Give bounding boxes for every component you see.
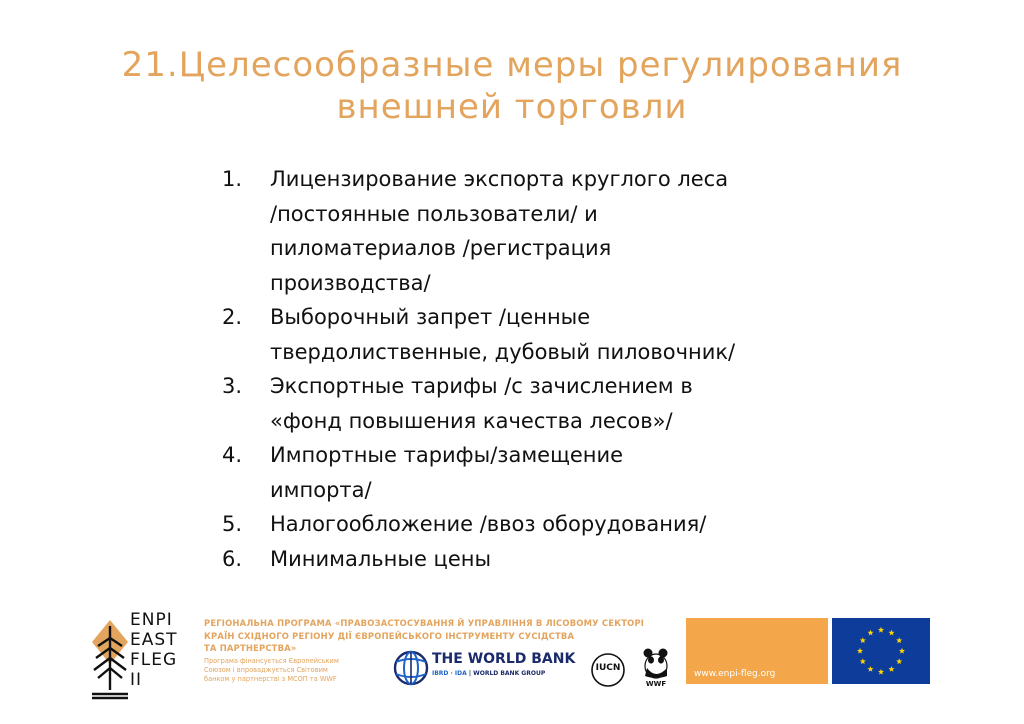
program-title [204, 617, 684, 655]
website-url: www.enpi-fleg.org [694, 669, 776, 679]
item-text-line: твердолиственные, дубовый пиловочник/ [270, 339, 736, 364]
program-title-line: ТА ПАРТНЕРСТВА» [204, 643, 297, 653]
program-title-line: РЕГІОНАЛЬНА ПРОГРАМА «ПРАВОЗАСТОСУВАННЯ Й УПРАВЛІННЯ В ЛІСОВОМУ СЕКТОРІ [204, 618, 645, 628]
enpi-line: II [130, 670, 143, 690]
title-line-2: внешней торговли [336, 87, 688, 127]
item-number: 2. [222, 305, 243, 329]
item-text-line: «фонд повышения качества лесов»/ [270, 408, 673, 433]
wb-group: | WORLD BANK GROUP [466, 670, 546, 677]
item-text-line: производства/ [270, 270, 431, 295]
list-item [222, 300, 862, 369]
item-text-line: пиломатериалов /регистрация [270, 236, 612, 260]
program-sub-line: банком у партнерстві з МСОП та WWF [204, 675, 337, 683]
world-bank-globe-icon [393, 650, 429, 686]
list-item [222, 438, 862, 507]
program-title-line: КРАЇН СХІДНОГО РЕГІОНУ ДІЇ ЄВРОПЕЙСЬКОГО ІНСТРУМЕНТУ СУСІДСТВА [204, 630, 575, 641]
eu-flag-icon [832, 618, 930, 684]
item-number: 3. [222, 374, 243, 398]
wb-ibrd-ida: IBRD · IDA [432, 670, 467, 677]
program-sub-line: Програма фінансується Європейським [204, 657, 339, 665]
item-number: 4. [222, 443, 243, 467]
iucn-label: IUCN [595, 663, 621, 673]
enpi-line: EAST [130, 630, 178, 650]
item-text-line: импорта/ [270, 477, 372, 502]
slide-title [60, 44, 964, 128]
item-text-line: Минимальные цены [270, 546, 492, 571]
enpi-logo-text [130, 610, 210, 690]
program-sub-line: Союзом і впроваджується Світовим [204, 666, 328, 674]
program-subtitle [204, 657, 389, 684]
item-number: 5. [222, 512, 243, 536]
item-number: 1. [222, 167, 243, 191]
item-text-line: Импортные тарифы/замещение [270, 443, 624, 467]
list-item [222, 542, 862, 577]
list-item [222, 369, 862, 438]
enpi-line: ENPI [130, 610, 173, 630]
item-text-line: Лицензирование экспорта круглого леса [270, 167, 729, 191]
item-number: 6. [222, 546, 243, 571]
wwf-label: WWF [645, 680, 667, 688]
item-text-line: /постоянные пользователи/ и [270, 201, 598, 226]
list-item [222, 507, 862, 542]
world-bank-subtitle [432, 670, 545, 677]
item-text-line: Экспортные тарифы /с зачислением в [270, 374, 693, 398]
measures-list [222, 162, 862, 576]
item-text-line: Налогообложение /ввоз оборудования/ [270, 512, 707, 536]
list-item [222, 162, 862, 300]
title-line-1: 21.Целесообразные меры регулирования [121, 45, 903, 85]
world-bank-name: THE WORLD BANK [432, 651, 576, 667]
footer [0, 610, 1024, 710]
wwf-panda-icon [641, 646, 671, 680]
enpi-line: FLEG [130, 650, 178, 670]
item-text-line: Выборочный запрет /ценные [270, 305, 591, 329]
